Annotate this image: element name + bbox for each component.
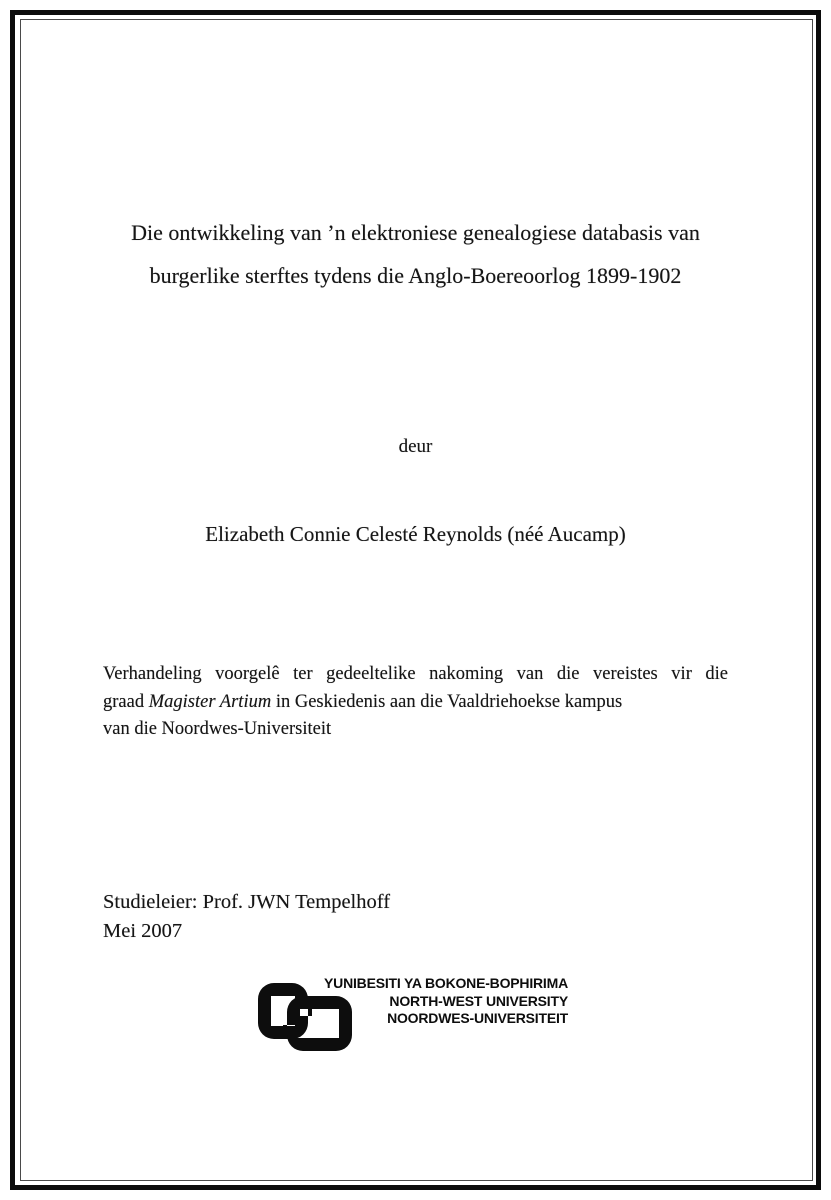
submission-statement	[103, 661, 728, 744]
thesis-title-line1: Die ontwikkeling van ’n elektroniese genealogiese databasis van	[131, 220, 700, 245]
degree-name: Magister Artium	[148, 691, 272, 712]
submission-line2	[103, 689, 728, 717]
university-wordmark	[314, 975, 568, 1028]
thesis-title	[103, 211, 728, 297]
submission-line1: Verhandeling voorgelê ter gedeeltelike nakoming van die vereistes vir die	[103, 664, 728, 684]
university-logo	[256, 972, 586, 1058]
submission-line2-suffix: in Geskiedenis aan die Vaaldriehoekse kampus	[271, 691, 623, 712]
thesis-title-line2: burgerlike sterftes tydens die Anglo-Boereoorlog 1899-1902	[149, 263, 682, 288]
supervisor-block	[103, 888, 390, 945]
wordmark-afrikaans: NOORDWES-UNIVERSITEIT	[387, 1010, 568, 1026]
byline-label: deur	[398, 436, 433, 457]
submission-line2-prefix: graad	[103, 691, 149, 712]
author-name: Elizabeth Connie Celesté Reynolds (néé Aucamp)	[205, 522, 626, 546]
wordmark-setswana: YUNIBESITI YA BOKONE-BOPHIRIMA	[324, 975, 568, 991]
supervisor-line: Studieleier: Prof. JWN Tempelhoff	[103, 891, 391, 913]
date-line: Mei 2007	[103, 919, 183, 942]
submission-line3: van die Noordwes-Universiteit	[103, 719, 332, 739]
wordmark-english: NORTH-WEST UNIVERSITY	[389, 992, 568, 1009]
